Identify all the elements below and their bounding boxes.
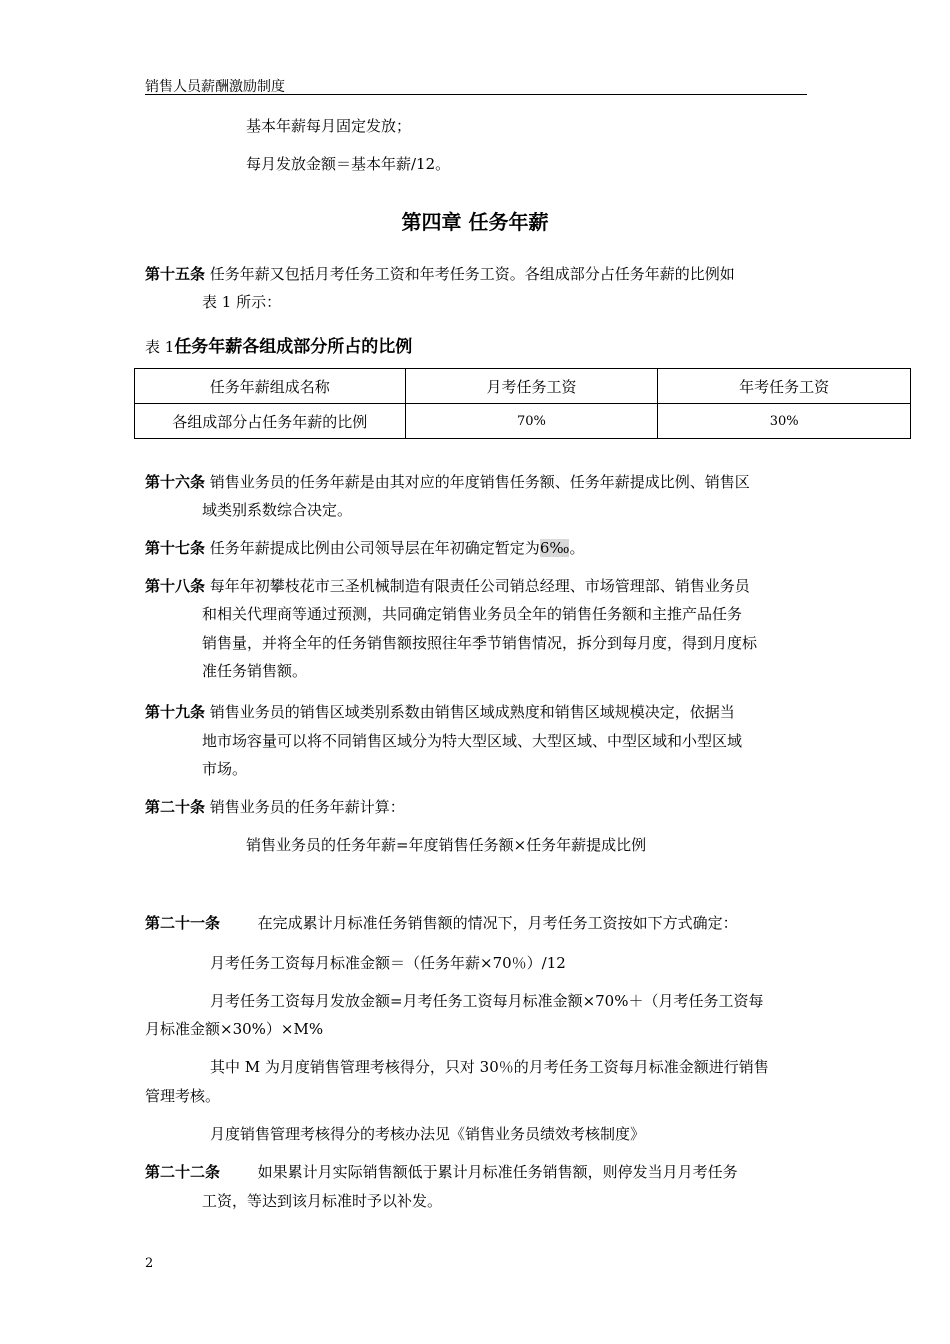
intro-line-2: 每月发放金额＝基本年薪/12。 (246, 155, 451, 173)
table-header-cell: 年考任务工资 (658, 369, 911, 404)
article-16 (145, 472, 750, 492)
article-21-formula-1: 月考任务工资每月标准金额＝（任务年薪×70％）/12 (210, 954, 566, 972)
table-caption (145, 332, 412, 357)
article-19 (145, 702, 735, 722)
table-header-cell: 月考任务工资 (405, 369, 658, 404)
article-21-note-line-2: 管理考核。 (145, 1087, 221, 1105)
article-19-label: 第十九条 (145, 703, 206, 721)
article-18-line-4: 准任务销售额。 (202, 662, 308, 680)
chapter-title: 第四章 任务年薪 (401, 210, 549, 234)
article-18-label: 第十八条 (145, 577, 206, 595)
article-22-label: 第二十二条 (145, 1163, 221, 1181)
article-17-text: 任务年薪提成比例由公司领导层在年初确定暂定为 (209, 539, 540, 557)
ratio-table (134, 368, 911, 439)
article-20-formula: 销售业务员的任务年薪=年度销售任务额×任务年薪提成比例 (246, 836, 647, 854)
article-16-line-1: 销售业务员的任务年薪是由其对应的年度销售任务额、任务年薪提成比例、销售区 (209, 473, 750, 491)
article-15-line-1: 任务年薪又包括月考任务工资和年考任务工资。各组成部分占任务年薪的比例如 (209, 265, 735, 283)
article-20-text: 销售业务员的任务年薪计算： (209, 798, 405, 816)
intro-line-1: 基本年薪每月固定发放； (246, 117, 412, 135)
document-header-title: 销售人员薪酬激励制度 (145, 79, 285, 95)
table-cell: 各组成部分占任务年薪的比例 (135, 404, 406, 439)
article-22 (145, 1162, 738, 1182)
article-18 (145, 576, 750, 596)
table-caption-title: 任务年薪各组成部分所占的比例 (174, 337, 413, 357)
table-cell: 30% (658, 404, 911, 439)
article-15 (145, 264, 735, 284)
article-19-line-2: 地市场容量可以将不同销售区域分为特大型区域、大型区域、中型区域和小型区域 (202, 732, 743, 750)
article-21-formula-2-line-2: 月标准金额×30%）×M% (145, 1020, 324, 1038)
article-22-line-1: 如果累计月实际销售额低于累计月标准任务销售额，则停发当月月考任务 (257, 1163, 738, 1181)
article-17 (145, 538, 585, 558)
table-header-row (135, 369, 911, 404)
article-21-text: 在完成累计月标准任务销售额的情况下，月考任务工资按如下方式确定： (257, 914, 738, 932)
article-18-line-3: 销售量，并将全年的任务销售额按照往年季节销售情况，拆分到每月度，得到月度标 (202, 634, 758, 652)
table-cell: 70% (405, 404, 658, 439)
article-20 (145, 797, 405, 817)
article-17-highlight: 6‰ (539, 539, 570, 557)
article-16-label: 第十六条 (145, 473, 206, 491)
article-19-line-3: 市场。 (202, 760, 248, 778)
article-21-note-line-1: 其中 M 为月度销售管理考核得分，只对 30％的月考任务工资每月标准金额进行销售 (210, 1058, 769, 1076)
table-row (135, 404, 911, 439)
article-18-line-2: 和相关代理商等通过预测，共同确定销售业务员全年的销售任务额和主推产品任务 (202, 605, 743, 623)
table-header-cell: 任务年薪组成名称 (135, 369, 406, 404)
article-17-end: 。 (569, 539, 585, 557)
article-17-label: 第十七条 (145, 539, 206, 557)
article-21-label: 第二十一条 (145, 914, 221, 932)
article-16-line-2: 域类别系数综合决定。 (202, 501, 353, 519)
article-21-method: 月度销售管理考核得分的考核办法见《销售业务员绩效考核制度》 (210, 1125, 646, 1143)
header-rule (145, 94, 807, 95)
article-22-line-2: 工资，等达到该月标准时予以补发。 (202, 1192, 443, 1210)
table-caption-prefix: 表 1 (145, 338, 175, 356)
article-15-label: 第十五条 (145, 265, 206, 283)
article-19-line-1: 销售业务员的销售区域类别系数由销售区域成熟度和销售区域规模决定，依据当 (209, 703, 735, 721)
page-number: 2 (145, 1256, 154, 1271)
article-21 (145, 913, 738, 933)
article-20-label: 第二十条 (145, 798, 206, 816)
article-18-line-1: 每年年初攀枝花市三圣机械制造有限责任公司销总经理、市场管理部、销售业务员 (209, 577, 750, 595)
article-21-formula-2-line-1: 月考任务工资每月发放金额=月考任务工资每月标准金额×70%＋（月考任务工资每 (210, 992, 764, 1010)
article-15-line-2: 表 1 所示： (202, 293, 282, 311)
